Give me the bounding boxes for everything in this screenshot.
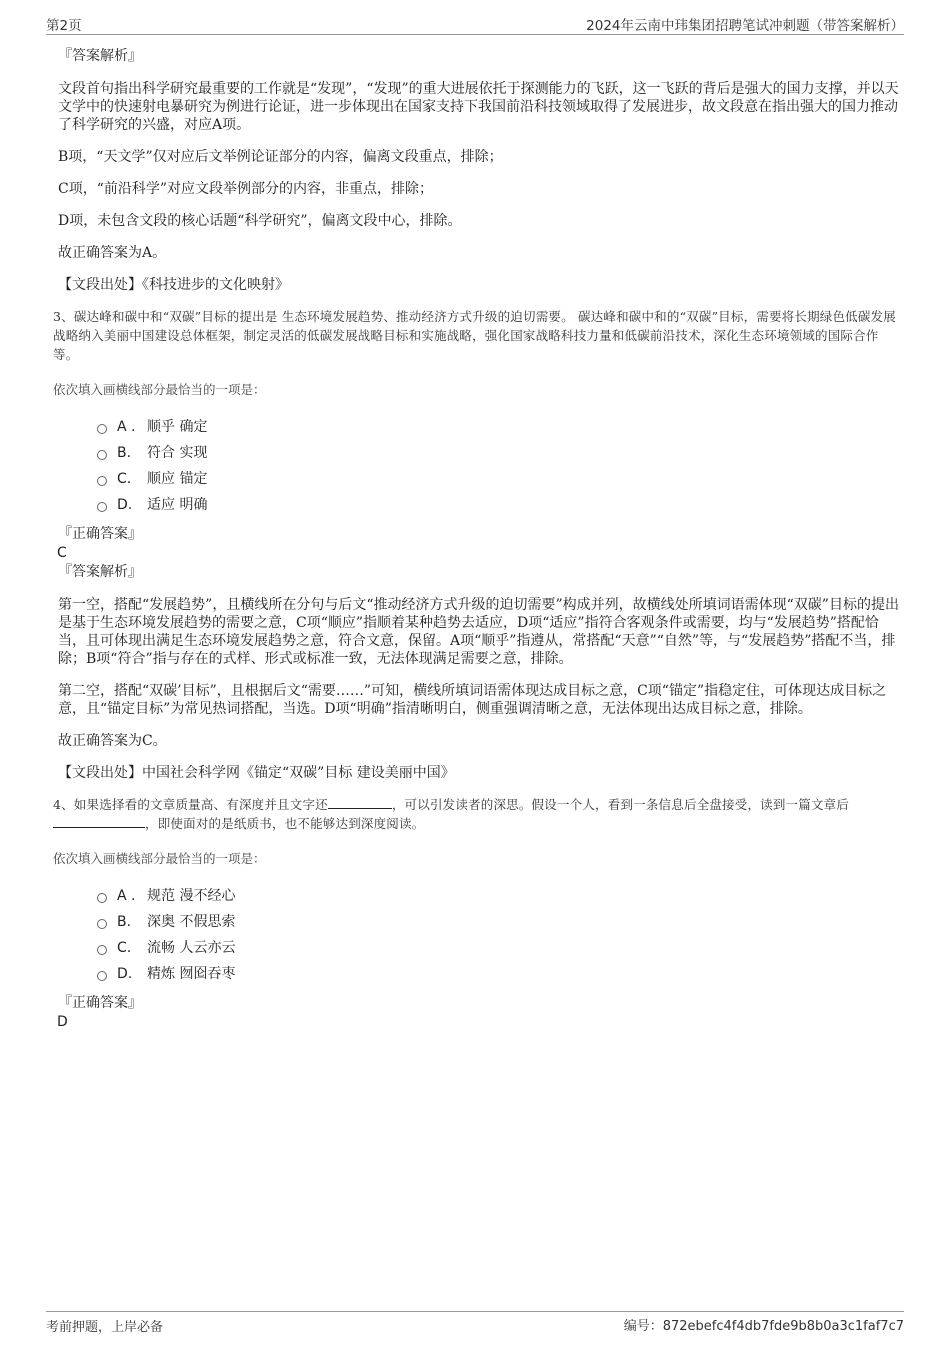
analysis-paragraph: 第二空，搭配“双碳’目标”，且根据后文“需要……”可知，横线所填词语需体现达成目标之意，C项“锚定”指稳定住，可体现达成目标之意，且“锚定目标”为常见热词搭配，当选。D项“明确”指清晰明白，侧重强调清晰之意，无法体现出达成目标之意，排除。 bbox=[58, 683, 887, 717]
fill-blank bbox=[53, 815, 145, 828]
correct-answer: C bbox=[57, 545, 67, 561]
footer-slogan: 考前押题，上岸必备 bbox=[46, 1320, 164, 1335]
analysis-paragraph: 第一空，搭配“发展趋势”，且横线所在分句与后文“推动经济方式升级的迫切需要”构成并列，故横线处所填词语需体现“双碳”目标的提出是基于生态环境发展趋势的需要之意，C项“顺应”指顺着某种趋势去适应，D项“适应”指符合客观条件或需要，均与“发展趋势”搭配恰当，且可体现出满足生态环境发展趋势之意，符合文意，保留。A项“顺乎”指遵从，常搭配“天意”“自然”等，与“发展趋势”搭配不当，排除；B项“符合”指与存在的式样、形式或标准一致，无法体现满足需要之意，排除。 bbox=[58, 597, 899, 667]
radio-icon[interactable] bbox=[97, 945, 107, 955]
radio-icon[interactable] bbox=[97, 502, 107, 512]
answer-conclusion: 故正确答案为A。 bbox=[58, 245, 167, 261]
question-4-options bbox=[57, 883, 903, 987]
source-citation: 【文段出处】《科技进步的文化映射》 bbox=[58, 277, 289, 293]
fill-blank bbox=[328, 796, 392, 809]
analysis-paragraph: 文段首句指出科学研究最重要的工作就是“发现”，“发现”的重大进展依托于探测能力的飞跃，这一飞跃的背后是强大的国力支撑，并以天文学中的快速射电暴研究为例进行论证，进一步体现出在国家支持下我国前沿科技领域取得了发展进步，故文段意在指出强大的国力推动了科学研究的兴盛，对应A项。 bbox=[58, 81, 899, 133]
radio-icon[interactable] bbox=[97, 450, 107, 460]
source-citation: 【文段出处】中国社会科学网《锚定“双碳”目标 建设美丽中国》 bbox=[58, 765, 455, 781]
document-title: 2024年云南中玮集团招聘笔试冲刺题（带答案解析） bbox=[586, 18, 904, 34]
correct-answer: D bbox=[57, 1014, 68, 1030]
radio-icon[interactable] bbox=[97, 476, 107, 486]
radio-icon[interactable] bbox=[97, 971, 107, 981]
option-c[interactable]: C. 顺应 锚定 bbox=[97, 466, 903, 492]
analysis-paragraph: B项，“天文学”仅对应后文举例论证部分的内容，偏离文段重点，排除； bbox=[58, 149, 503, 165]
correct-answer-heading: 『正确答案』 bbox=[58, 526, 142, 542]
option-d[interactable]: D. 精炼 囫囵吞枣 bbox=[97, 961, 903, 987]
option-a[interactable]: A . 规范 漫不经心 bbox=[97, 883, 903, 909]
option-c[interactable]: C. 流畅 人云亦云 bbox=[97, 935, 903, 961]
page-content bbox=[53, 46, 903, 1031]
question-3-instruction: 依次填入画横线部分最恰当的一项是： bbox=[53, 382, 266, 397]
correct-answer-heading: 『正确答案』 bbox=[58, 995, 142, 1011]
question-4-instruction: 依次填入画横线部分最恰当的一项是： bbox=[53, 851, 266, 866]
page-footer bbox=[46, 1311, 904, 1337]
answer-conclusion: 故正确答案为C。 bbox=[58, 733, 167, 749]
document-code: 编号：872ebefc4f4db7fde9b8b0a3c1faf7c7 bbox=[623, 1319, 904, 1334]
page-header bbox=[46, 14, 904, 35]
analysis-heading: 『答案解析』 bbox=[58, 564, 142, 580]
option-a[interactable]: A . 顺乎 确定 bbox=[97, 414, 903, 440]
analysis-heading: 『答案解析』 bbox=[58, 48, 142, 64]
analysis-paragraph: D项，未包含文段的核心话题“科学研究”，偏离文段中心，排除。 bbox=[58, 213, 462, 229]
option-b[interactable]: B. 深奥 不假思索 bbox=[97, 909, 903, 935]
analysis-paragraph: C项，“前沿科学”对应文段举例部分的内容，非重点，排除； bbox=[58, 181, 434, 197]
page-number: 第2页 bbox=[46, 18, 82, 34]
radio-icon[interactable] bbox=[97, 893, 107, 903]
option-d[interactable]: D. 适应 明确 bbox=[97, 492, 903, 518]
radio-icon[interactable] bbox=[97, 424, 107, 434]
question-3-options bbox=[57, 414, 903, 518]
question-4-text: 4、如果选择看的文章质量高、有深度并且文字还 ，可以引发读者的深思。假设一个人，看到一条信息后全盘接受，读到一篇文章后，即使面对的是纸质书，也不能够达到深度阅读。 bbox=[53, 797, 850, 831]
question-3-text: 3、碳达峰和碳中和“双碳”目标的提出是 生态环境发展趋势、推动经济方式升级的迫切需要。 碳达峰和碳中和的“双碳”目标，需要将长期绿色低碳发展战略纳入美丽中国建设总体框架，制定灵活的低碳发展战略目标和实施战略，强化国家战略科技力量和低碳前沿技术，深化生态环境领域的国际合作等。 bbox=[53, 309, 896, 362]
option-b[interactable]: B. 符合 实现 bbox=[97, 440, 903, 466]
radio-icon[interactable] bbox=[97, 919, 107, 929]
